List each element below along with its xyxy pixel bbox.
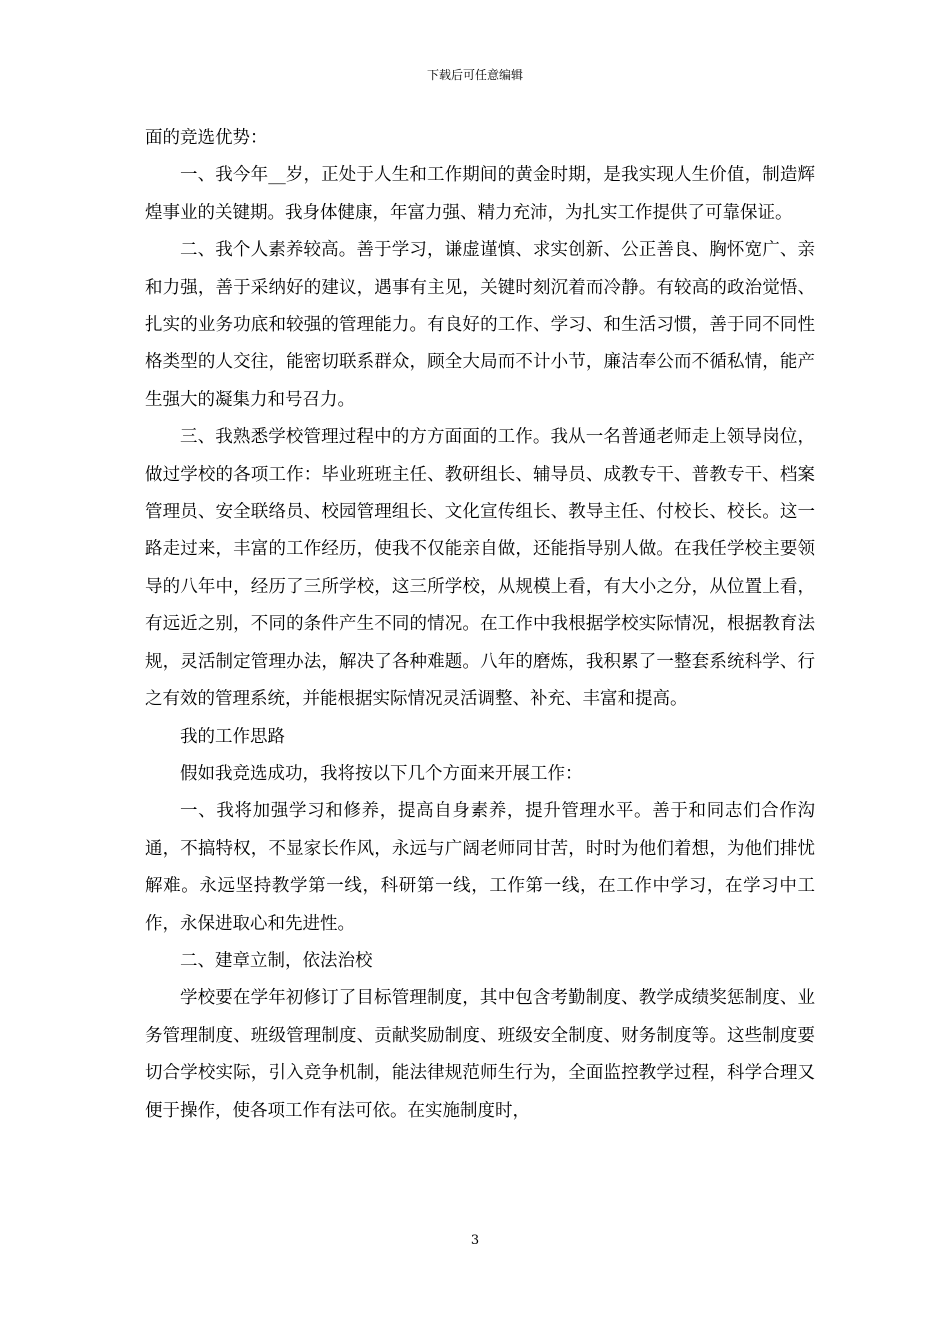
paragraph: 假如我竞选成功，我将按以下几个方面来开展工作： (180, 763, 583, 784)
document-body (145, 120, 815, 1130)
paragraph: 一、我今年__岁，正处于人生和工作期间的黄金时期，是我实现人生价值，制造辉煌事业的关键期。我身体健康，年富力强、精力充沛，为扎实工作提供了可靠保证。 (145, 165, 815, 223)
paragraph: 二、我个人素养较高。善于学习，谦虚谨慎、求实创新、公正善良、胸怀宽广、亲和力强，善于采纳好的建议，遇事有主见，关键时刻沉着而冷静。有较高的政治觉悟、扎实的业务功底和较强的管理能力。有良好的工作、学习、和生活习惯，善于同不同性格类型的人交往，能密切联系群众，顾全大局而不计小节，廉洁奉公而不循私情，能产生强大的凝集力和号召力。 (145, 240, 815, 410)
paragraph: 学校要在学年初修订了目标管理制度，其中包含考勤制度、教学成绩奖惩制度、业务管理制度、班级管理制度、贡献奖励制度、班级安全制度、财务制度等。这些制度要切合学校实际，引入竞争机制，能法律规范师生行为，全面监控教学过程，科学合理又便于操作，使各项工作有法可依。在实施制度时， (145, 988, 815, 1121)
page-header: 下载后可任意编辑 (426, 68, 523, 82)
page-number: 3 (470, 1233, 480, 1248)
section-heading: 我的工作思路 (180, 726, 285, 747)
section-heading: 二、建章立制，依法治校 (180, 950, 373, 971)
paragraph: 面的竞选优势： (145, 128, 268, 148)
paragraph: 一、我将加强学习和修养，提高自身素养，提升管理水平。善于和同志们合作沟通，不搞特权，不显家长作风，永远与广阔老师同甘苦，时时为他们着想，为他们排忧解难。永远坚持教学第一线，科研第一线，工作第一线，在工作中学习，在学习中工作，永保进取心和先进性。 (145, 801, 815, 934)
paragraph: 三、我熟悉学校管理过程中的方方面面的工作。我从一名普通老师走上领导岗位，做过学校的各项工作：毕业班班主任、教研组长、辅导员、成教专干、普教专干、档案管理员、安全联络员、校园管理组长、文化宣传组长、教导主任、付校长、校长。这一路走过来，丰富的工作经历，使我不仅能亲自做，还能指导别人做。在我任学校主要领导的八年中，经历了三所学校，这三所学校，从规模上看，有大小之分，从位置上看，有远近之别，不同的条件产生不同的情况。在工作中我根据学校实际情况，根据教育法规，灵活制定管理办法，解决了各种难题。八年的磨炼，我积累了一整套系统科学、行之有效的管理系统，并能根据实际情况灵活调整、补充、丰富和提高。 (145, 427, 815, 710)
